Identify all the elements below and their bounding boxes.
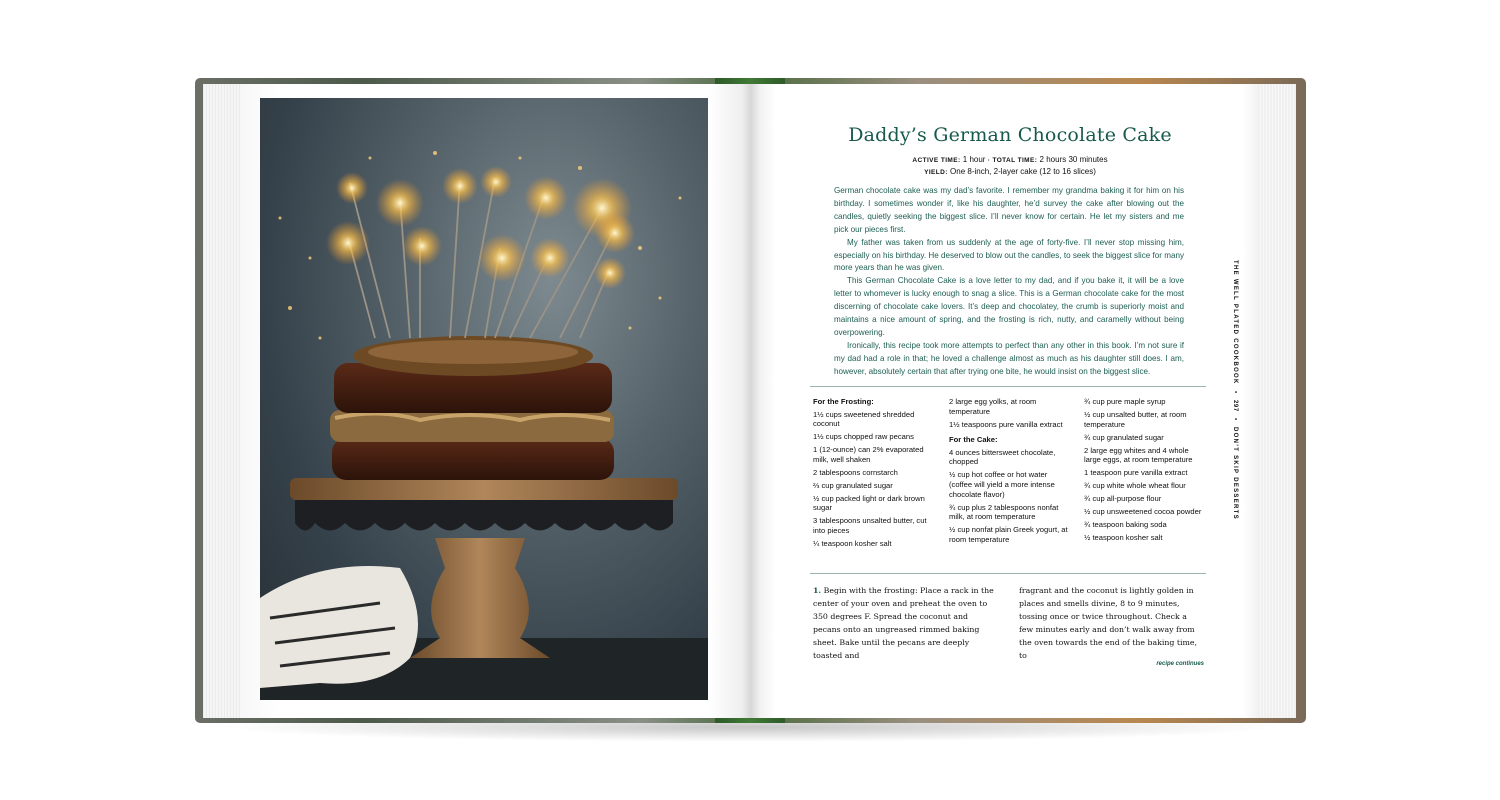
ingredient-item: 1½ cups chopped raw pecans (813, 432, 914, 442)
ingredient-item: ¾ cup granulated sugar (1084, 432, 1164, 442)
running-head-separator: • (1232, 390, 1238, 395)
total-time: 2 hours 30 minutes (1039, 155, 1108, 164)
page-edges-right (1256, 84, 1296, 718)
frosting-heading: For the Frosting: (813, 397, 874, 406)
ingredients-column-1 (813, 397, 937, 552)
recipe-times (760, 155, 1260, 164)
ingredient-item: ¾ cup white whole wheat flour (1084, 481, 1186, 491)
cake-photo (260, 98, 708, 700)
ingredient-item: 1 teaspoon pure vanilla extract (1084, 468, 1188, 478)
ingredients-column-2 (949, 397, 1071, 548)
ingredient-item: ¾ cup all-purpose flour (1084, 494, 1162, 504)
ingredient-item: ⅔ cup granulated sugar (813, 480, 893, 490)
divider-bottom (810, 573, 1206, 574)
yield-value: One 8-inch, 2-layer cake (12 to 16 slices) (950, 167, 1096, 176)
recipe-intro (834, 185, 1184, 379)
active-time-label: ACTIVE TIME: (912, 157, 961, 164)
recipe-yield (760, 167, 1260, 176)
ingredient-item: 4 ounces bittersweet chocolate, chopped (949, 447, 1056, 467)
divider-top (810, 386, 1206, 387)
step-text: Begin with the frosting: Place a rack in the center of your oven and preheat the oven to 350 degrees F. Spread the coconut and pecans onto an ungreased rimmed baking sheet. Bake until the pecans are deeply toasted and (813, 586, 994, 660)
ingredient-item: 1½ teaspoons pure vanilla extract (949, 419, 1063, 429)
ingredient-item: ¼ teaspoon kosher salt (813, 538, 892, 548)
recipe-title: Daddy’s German Chocolate Cake (848, 124, 1172, 146)
yield-label: YIELD: (924, 169, 948, 176)
page-number: 297 (1232, 400, 1238, 412)
ingredient-item: 2 large egg whites and 4 whole large eggs, at room temperature (1084, 445, 1193, 465)
running-head-separator: • (1232, 417, 1238, 422)
intro-paragraph: Ironically, this recipe took more attempts to perfect than any other in this book. I’m not sure if my dad had a role in that; he loved a challenge almost as much as his daughter still does. I am, however, absolutely certain that after trying one bite, he would insist on the biggest slice. (834, 340, 1184, 376)
page-edges-left (203, 84, 243, 718)
ingredient-item: ½ teaspoon kosher salt (1084, 533, 1163, 543)
step-1-column-2 (1019, 585, 1203, 662)
ingredient-item: 2 large egg yolks, at room temperature (949, 397, 1037, 416)
ingredient-item: 2 tablespoons cornstarch (813, 467, 898, 477)
intro-paragraph: This German Chocolate Cake is a love letter to my dad, and if you bake it, it will be a love letter to whomever is lucky enough to snag a slice. This is a German chocolate cake for the most discerning of chocolate cake lovers. It’s deep and chocolatey, the crumb is superiorly moist and maintains a nice amount of spring, and the frosting is rich, nutty, and caramelly without being overpowering. (834, 276, 1184, 337)
ingredient-item: ¾ teaspoon baking soda (1084, 520, 1167, 530)
ingredient-item: 3 tablespoons unsalted butter, cut into pieces (813, 516, 927, 535)
active-time: 1 hour (962, 155, 986, 164)
ingredient-item: ¾ cup pure maple syrup (1084, 397, 1166, 406)
total-time-label: · TOTAL TIME: (987, 157, 1038, 164)
step-text: fragrant and the coconut is lightly golden in places and smells divine, 8 to 9 minutes, tossing once or twice throughout. Check a few minutes early and don’t walk away from the oven towards the end of the baking time, to (1019, 586, 1197, 660)
book-title: THE WELL PLATED COOKBOOK (1232, 260, 1238, 385)
ingredient-item: ½ cup nonfat plain Greek yogurt, at room temperature (949, 525, 1068, 544)
ingredient-item: ½ cup unsalted butter, at room temperature (1084, 409, 1187, 429)
ingredient-item: ½ cup hot coffee or hot water (coffee will yield a more intense chocolate flavor) (949, 470, 1055, 499)
step-number: 1. (813, 586, 822, 595)
running-head (1224, 260, 1246, 521)
book-gutter (742, 84, 760, 718)
recipe-continues: recipe continues (1156, 661, 1204, 667)
ingredient-item: ½ cup unsweetened cocoa powder (1084, 507, 1202, 517)
intro-paragraph: German chocolate cake was my dad’s favorite. I remember my grandma baking it for him on his birthday. I sometimes wonder if, like his daughter, he’d survey the cake after blowing out the candles, quietly seeking the biggest slice. I’ll never know for certain. He let my sisters and me pick our pieces first. (834, 186, 1184, 234)
intro-paragraph: My father was taken from us suddenly at the age of forty-five. I’ll never stop missing him, especially on his birthday. He deserved to blow out the candles, to seek the biggest slice for many more years than he was given. (834, 237, 1184, 273)
cake-heading: For the Cake: (949, 435, 998, 445)
ingredient-item: ½ cup packed light or dark brown sugar (813, 493, 925, 513)
ingredient-item: 1½ cups sweetened shredded coconut (813, 409, 915, 429)
chapter-title: DON’T SKIP DESSERTS (1232, 427, 1238, 521)
step-1-column-1 (813, 585, 997, 662)
ingredient-item: ¾ cup plus 2 tablespoons nonfat milk, at room temperature (949, 502, 1059, 522)
ingredients-column-3 (1084, 397, 1206, 546)
ingredient-item: 1 (12-ounce) can 2% evaporated milk, well shaken (813, 445, 924, 464)
